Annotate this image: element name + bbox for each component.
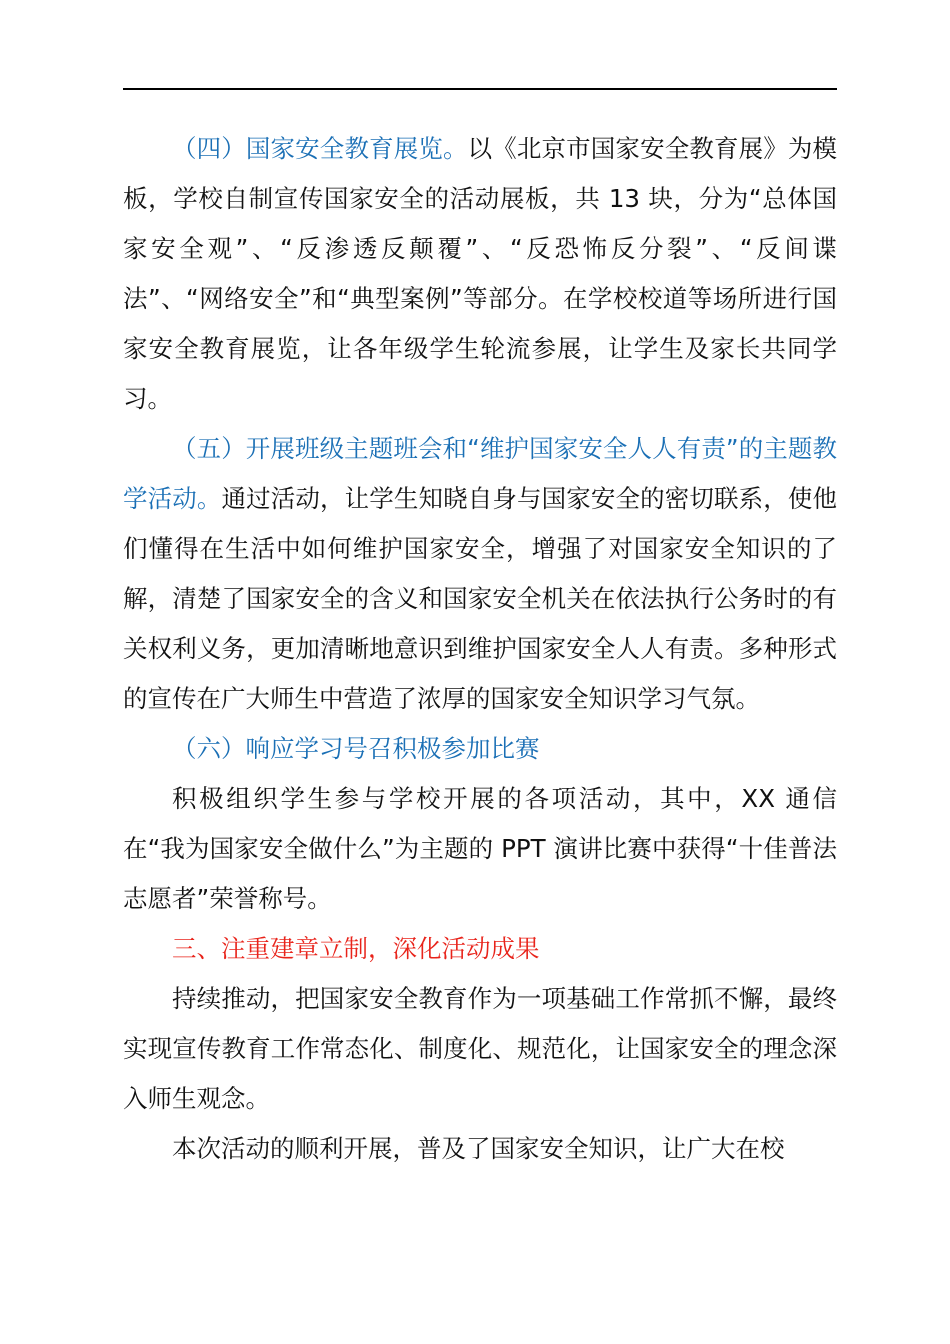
section-heading-class-meeting: （五）开展班级主题班会和“维护国家安全人人有责”的主题教学活动。 — [123, 434, 837, 513]
document-body — [123, 124, 837, 1174]
paragraph-conclusion: 本次活动的顺利开展，普及了国家安全知识，让广大在校 — [172, 1134, 785, 1163]
paragraph-class-meeting-text: 通过活动，让学生知晓自身与国家安全的密切联系，使他们懂得在生活中如何维护国家安全，增强了对国家安全知识的了解，清楚了国家安全的含义和国家安全机关在依法执行公务时的有关权利义务，更加清晰地意识到维护国家安全人人有责。多种形式的宣传在广大师生中营造了浓厚的国家安全知识学习气氛。 — [123, 484, 837, 713]
paragraph-system-building: 持续推动，把国家安全教育作为一项基础工作常抓不懈，最终实现宣传教育工作常态化、制度化、规范化，让国家安全的理念深入师生观念。 — [123, 984, 837, 1113]
header-rule — [123, 88, 837, 90]
paragraph-exhibition — [123, 124, 837, 424]
chapter-heading-three: 三、注重建章立制，深化活动成果 — [172, 934, 540, 963]
paragraph-competition-text: 积极组织学生参与学校开展的各项活动，其中，XX 通信在“我为国家安全做什么”为主题的 PPT 演讲比赛中获得“十佳普法志愿者”荣誉称号。 — [123, 784, 837, 913]
paragraph-exhibition-text: 以《北京市国家安全教育展》为模板，学校自制宣传国家安全的活动展板，共 13 块，分为“总体国家安全观”、“反渗透反颠覆”、“反恐怖反分裂”、“反间谍法”、“网络安全”和“典型案例”等部分。在学校校道等场所进行国家安全教育展览，让各年级学生轮流参展，让学生及家长共同学习。 — [123, 134, 838, 413]
section-heading-exhibition: （四）国家安全教育展览。 — [172, 134, 468, 163]
paragraph-class-meeting — [123, 424, 837, 724]
section-heading-competition: （六）响应学习号召积极参加比赛 — [172, 734, 540, 763]
